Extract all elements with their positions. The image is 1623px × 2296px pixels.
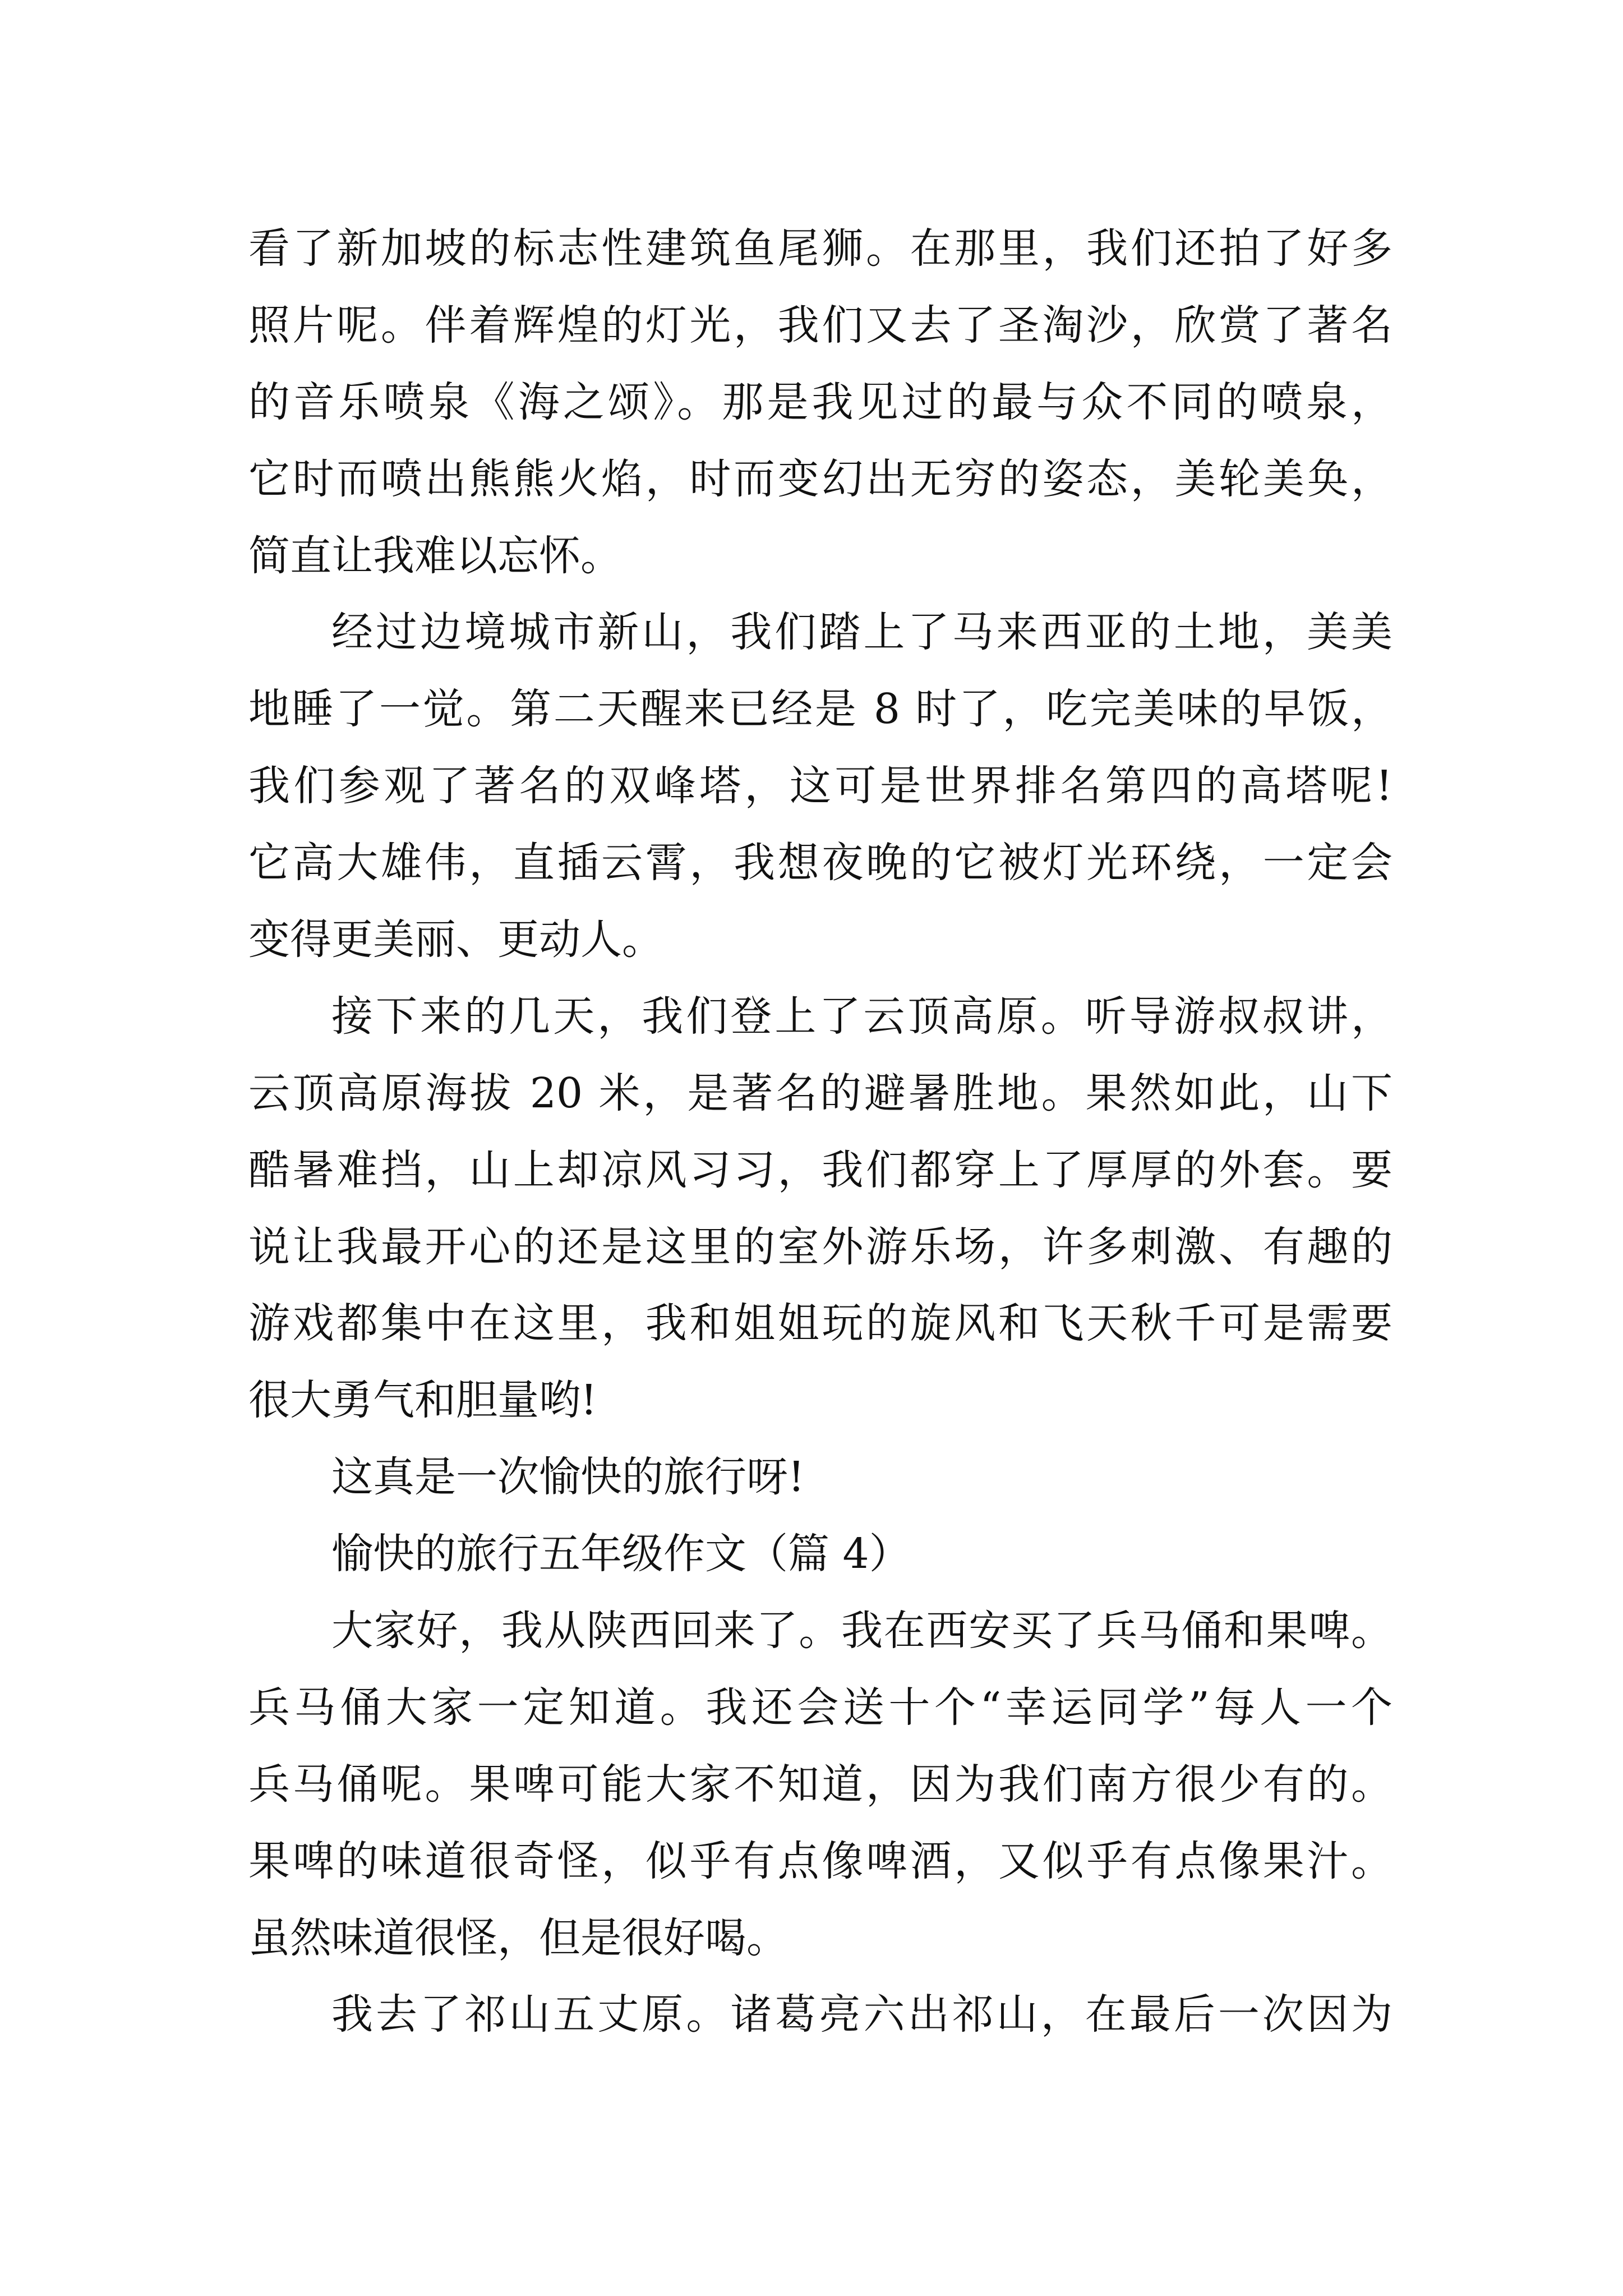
text-line: 游戏都集中在这里，我和姐姐玩的旋风和飞天秋千可是需要 [248, 1299, 1393, 1348]
paragraph-start-line: 接下来的几天，我们登上了云顶高原。听导游叔叔讲， [331, 992, 1393, 1041]
text-line: 它高大雄伟，直插云霄，我想夜晚的它被灯光环绕，一定会 [248, 839, 1393, 887]
text-line: 地睡了一觉。第二天醒来已经是 8 时了，吃完美味的早饭， [248, 685, 1393, 734]
text-line: 酷暑难挡，山上却凉风习习，我们都穿上了厚厚的外套。要 [248, 1145, 1393, 1194]
text-line: 它时而喷出熊熊火焰，时而变幻出无穷的姿态，美轮美奂， [248, 454, 1393, 503]
text-line: 简直让我难以忘怀。 [248, 531, 622, 580]
paragraph-start-line: 这真是一次愉快的旅行呀! [331, 1453, 805, 1502]
text-line: 果啤的味道很奇怪，似乎有点像啤酒，又似乎有点像果汁。 [248, 1837, 1393, 1885]
text-line: 云顶高原海拔 20 米，是著名的避暑胜地。果然如此，山下 [248, 1069, 1393, 1117]
text-line: 我们参观了著名的双峰塔，这可是世界排名第四的高塔呢! [248, 762, 1393, 811]
section-heading: 愉快的旅行五年级作文（篇 4） [331, 1530, 911, 1579]
paragraph-start-line: 我去了祁山五丈原。诸葛亮六出祁山，在最后一次因为 [331, 1990, 1393, 2039]
text-line: 很大勇气和胆量哟! [248, 1376, 597, 1425]
text-line: 兵马俑大家一定知道。我还会送十个“幸运同学”每人一个 [248, 1683, 1393, 1732]
paragraph-start-line: 经过边境城市新山，我们踏上了马来西亚的土地，美美 [331, 608, 1393, 657]
paragraph-start-line: 大家好，我从陕西回来了。我在西安买了兵马俑和果啤。 [331, 1607, 1393, 1655]
essay-body [248, 210, 1393, 2053]
text-line: 的音乐喷泉《海之颂》。那是我见过的最与众不同的喷泉， [248, 378, 1393, 426]
text-line: 兵马俑呢。果啤可能大家不知道，因为我们南方很少有的。 [248, 1760, 1393, 1809]
text-line: 照片呢。伴着辉煌的灯光，我们又去了圣淘沙，欣赏了著名 [248, 301, 1393, 349]
text-line: 虽然味道很怪，但是很好喝。 [248, 1913, 788, 1962]
text-line: 看了新加坡的标志性建筑鱼尾狮。在那里，我们还拍了好多 [248, 224, 1393, 273]
text-line: 说让我最开心的还是这里的室外游乐场，许多刺激、有趣的 [248, 1222, 1393, 1271]
text-line: 变得更美丽、更动人。 [248, 915, 663, 964]
